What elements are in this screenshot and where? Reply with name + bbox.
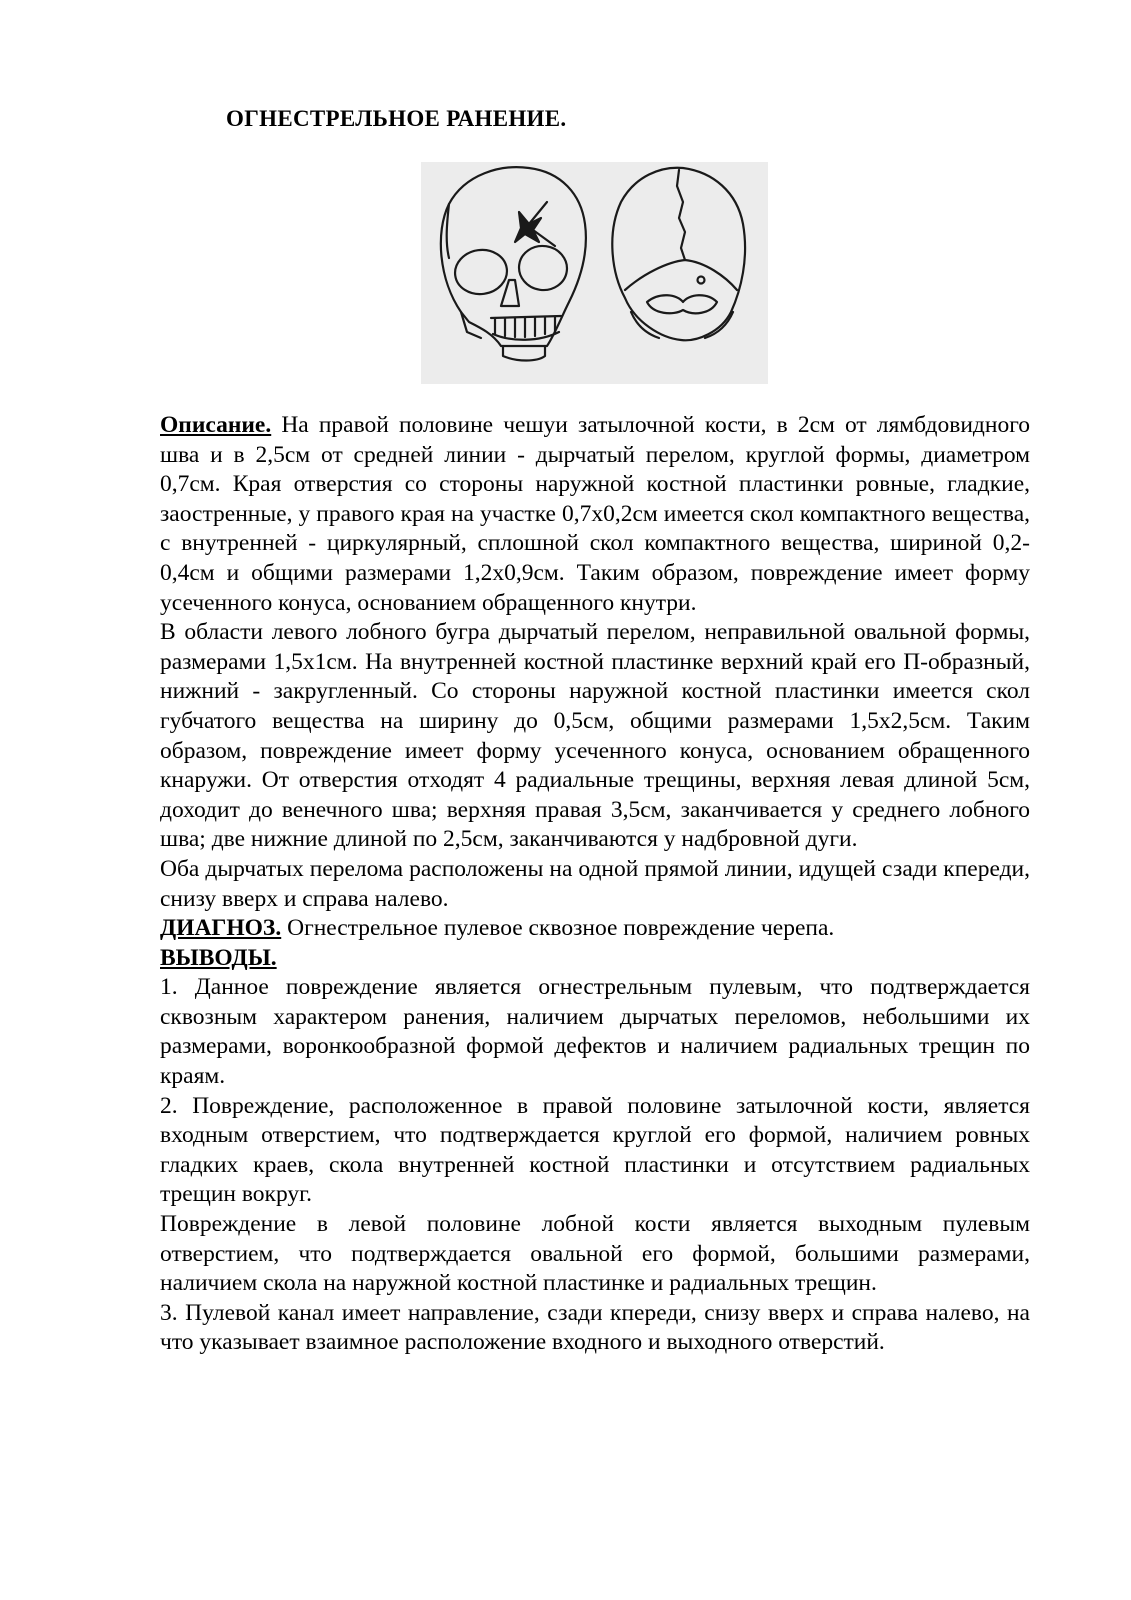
description-paragraph-3: Оба дырчатых перелома расположены на одной прямой линии, идущей сзади кпереди, снизу вверх и справа налево. [160, 855, 1030, 912]
diagnosis-text: Огнестрельное пулевое сквозное повреждение черепа. [287, 915, 835, 942]
description-paragraph-1 [160, 411, 1030, 618]
conclusion-2: 2. Повреждение, расположенное в правой половине затылочной кости, является входным отверстием, что подтверждается круглой его формой, наличием ровных гладких краев, скола внутренней костной пластинки и отсутствием радиальных трещин вокруг. [160, 1092, 1030, 1208]
conclusion-1: 1. Данное повреждение является огнестрельным пулевым, что подтверждается сквозным характером ранения, наличием дырчатых переломов, небольшими их размерами, воронкообразной формой дефектов и наличием радиальных трещин по краям. [160, 974, 1030, 1090]
diagnosis-paragraph [160, 914, 1030, 944]
description-paragraph-2: В области левого лобного бугра дырчатый перелом, неправильной овальной формы, размерами 1,5х1см. На внутренней костной пластинке верхний край его П-образный, нижний - закругленный. Со стороны наружной костной пластинки имеется скол губчатого вещества на ширину до 0,5см, общими размерами 1,5х2,5см. Таким образом, повреждение имеет форму усеченного конуса, основанием обращенного кнаружи. От отверстия отходят 4 радиальные трещины, верхняя левая длиной 5см, доходит до венечного шва; верхняя правая 3,5см, заканчивается у среднего лобного шва; две нижние длиной по 2,5см, заканчиваются у надбровной дуги. [160, 619, 1030, 853]
conclusions-heading: ВЫВОДЫ. [160, 944, 277, 971]
conclusion-3: 3. Пулевой канал имеет направление, сзади кпереди, снизу вверх и справа налево, на что указывает взаимное расположение входного и выходного отверстий. [160, 1299, 1030, 1356]
skull-figure [421, 162, 768, 384]
skull-front-icon [441, 167, 586, 360]
description-label: Описание. [160, 412, 272, 438]
conclusion-2b: Повреждение в левой половине лобной кости является выходным пулевым отверстием, что подтверждается овальной его формой, большими размерами, наличием скола на наружной костной пластинке и радиальных трещин. [160, 1211, 1030, 1297]
report-body [160, 411, 1030, 1358]
skull-back-icon [612, 168, 745, 340]
page-title: ОГНЕСТРЕЛЬНОЕ РАНЕНИЕ. [226, 106, 567, 131]
diagnosis-label: ДИАГНОЗ. [160, 915, 282, 942]
description-text-1: На правой половине чешуи затылочной кости, в 2см от лямбдовидного шва и в 2,5см от средней линии - дырчатый перелом, круглой формы, диаметром 0,7см. Края отверстия со стороны наружной костной пластинки ровные, гладкие, заостренные, у правого края на участке 0,7х0,2см имеется скол компактного вещества, с внутренней - циркулярный, сплошной скол компактного вещества, шириной 0,2-0,4см и общими размерами 1,2х0,9см. Таким образом, повреждение имеет форму усеченного конуса, основанием обращенного кнутри. [160, 412, 1031, 616]
